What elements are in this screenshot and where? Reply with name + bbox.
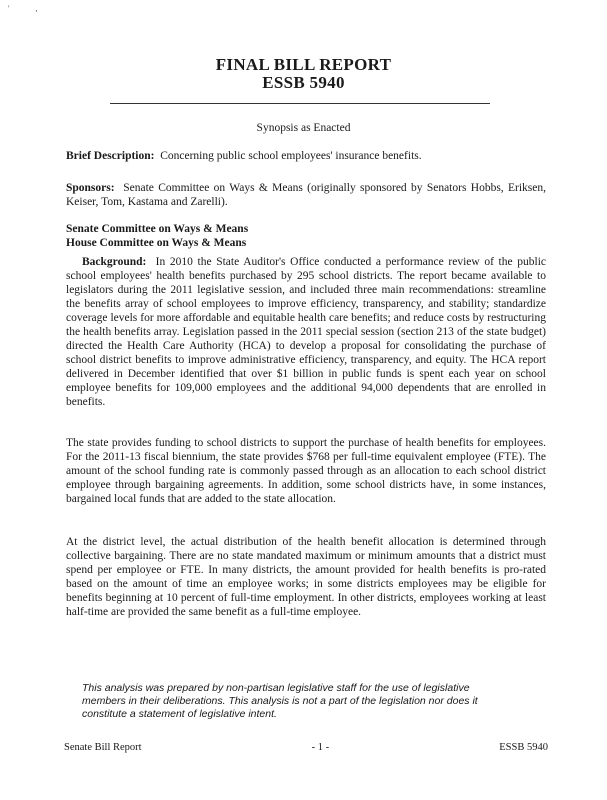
page-footer	[64, 742, 548, 753]
brief-description	[66, 149, 546, 163]
brief-description-label: Brief Description:	[66, 150, 155, 162]
footer-page-number: - 1 -	[311, 742, 330, 753]
district-paragraph: At the district level, the actual distribution of the health benefit allocation is determined through collective bargaining. There are no state mandated maximum or minimum amounts that a district must spend per employee or FTE. In many districts, the amount provided for health benefits is pro-rated based on the amount of time an employee works; in some districts employees may be eligible for benefits beginning at 10 percent of full-time employment. In other districts, employees working at least half-time are provided the same benefit as a full-time employee.	[66, 536, 546, 618]
committees-section	[66, 222, 546, 250]
brief-description-text: Concerning public school employees' insurance benefits.	[160, 150, 422, 162]
funding-paragraph: The state provides funding to school districts to support the purchase of health benefits for employees. For the 2011-13 fiscal biennium, the state provides $768 per full-time equivalent employee (FTE). The amount of the school funding rate is commonly passed through as an allocation to each school district employee through bargaining agreements. In addition, some school districts have, in some instances, bargained local funds that are added to the state allocation.	[66, 437, 546, 505]
senate-committee: Senate Committee on Ways & Means	[66, 223, 249, 235]
background-text: In 2010 the State Auditor's Office conducted a performance review of the public school employees' health benefits purchased by 295 school districts. The report became available to legislators during the 2011 legislative session, and included three main recommendations: streamline the benefits array of school employees to improve efficiency, transparency, and stability; standardize coverage levels for more affordable and equitable health care benefits; and reduce costs by restructuring the health benefits array. Legislation passed in the 2011 special session (section 213 of the state budget) directed the Health Care Authority (HCA) to develop a proposal for consolidating the purchase of school district benefits to improve administrative efficiency, transparency, and equity. The HCA report delivered in December identified that over $1 billion in public funds is spent each year on school employee benefits for 109,000 employees and the additional 94,000 dependents that are enrolled in benefits.	[66, 256, 546, 408]
disclaimer-note: This analysis was prepared by non-partisan legislative staff for the use of legislative members in their deliberations. This analysis is not a part of the legislation nor does it constitute a statement of legislative intent.	[82, 682, 478, 720]
house-committee: House Committee on Ways & Means	[66, 237, 247, 249]
title-divider	[110, 103, 490, 104]
report-title: FINAL BILL REPORT	[215, 55, 392, 74]
synopsis-heading: Synopsis as Enacted	[256, 122, 351, 134]
footer-bill-number: ESSB 5940	[499, 742, 548, 753]
sponsors-section	[66, 181, 546, 209]
sponsors-text: Senate Committee on Ways & Means (originally sponsored by Senators Hobbs, Eriksen, Keiser, Tom, Kastama and Zarelli).	[66, 182, 547, 208]
sponsors-label: Sponsors:	[66, 182, 115, 194]
footer-report-name: Senate Bill Report	[64, 742, 142, 753]
background-label: Background:	[82, 256, 147, 268]
background-paragraph	[66, 255, 546, 409]
bill-number-title: ESSB 5940	[262, 73, 345, 92]
scan-marks: ' ,	[8, 4, 50, 13]
